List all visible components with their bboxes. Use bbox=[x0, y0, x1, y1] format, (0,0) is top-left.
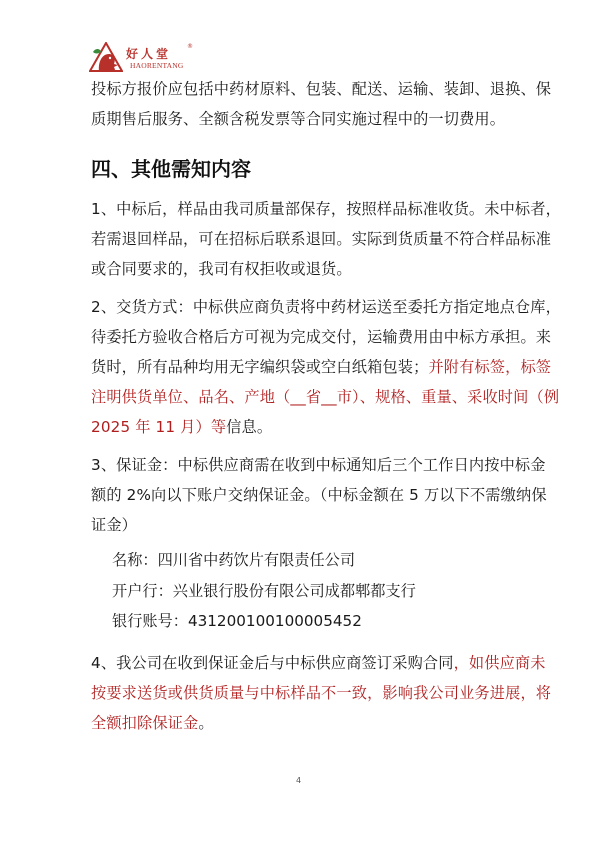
text-line bbox=[91, 352, 552, 382]
text-segment: 货时，所有品种均用无字编织袋或空白纸箱包装； bbox=[91, 358, 429, 376]
text-line: 待委托方验收合格后方可视为完成交付，运输费用由中标方承担。来 bbox=[91, 328, 552, 346]
text-segment: 4、我公司在收到保证金后与中标供应商签订采购合同 bbox=[91, 654, 454, 672]
text-line: 或合同要求的，我司有权拒收或退货。 bbox=[91, 260, 352, 278]
account-name: 名称：四川省中药饮片有限责任公司 bbox=[112, 551, 355, 569]
company-logo bbox=[89, 42, 199, 72]
text-segment: 信息。 bbox=[226, 418, 273, 436]
text-line bbox=[91, 412, 531, 442]
highlighted-text: 并附有标签，标签 bbox=[428, 358, 552, 376]
text-line: 2、交货方式：中标供应商负责将中药材运送至委托方指定地点仓库， bbox=[91, 298, 561, 316]
text-line: 质期售后服务、全额含税发票等合同实施过程中的一切费用。 bbox=[91, 110, 506, 128]
highlighted-text: 全额扣除保证金 bbox=[91, 714, 199, 732]
text-line: 若需退回样品，可在招标后联系退回。实际到货质量不符合样品标准 bbox=[91, 230, 552, 248]
text-line: 投标方报价应包括中药材原料、包装、配送、运输、装卸、退换、保 bbox=[91, 80, 552, 98]
section-heading: 四、其他需知内容 bbox=[91, 157, 251, 181]
text-line bbox=[91, 648, 546, 678]
text-line: 3、保证金：中标供应商需在收到中标通知后三个工作日内按中标金 bbox=[91, 456, 546, 474]
logo-bird-icon bbox=[89, 42, 123, 72]
item-2-paragraph bbox=[91, 292, 561, 442]
highlighted-text: 2025 年 11 月）等 bbox=[91, 418, 227, 436]
text-line: 1、中标后，样品由我司质量部保存，按照样品标准收货。未中标者， bbox=[91, 200, 561, 218]
intro-paragraph bbox=[91, 74, 552, 134]
text-line: 证金） bbox=[91, 516, 138, 534]
text-line: 额的 2%向以下账户交纳保证金。（中标金额在 5 万以下不需缴纳保 bbox=[91, 486, 547, 504]
account-number: 银行账号：431200100100005452 bbox=[112, 612, 362, 630]
item-3-paragraph bbox=[91, 450, 547, 540]
highlighted-text: ，如供应商未 bbox=[453, 654, 546, 672]
text-line bbox=[91, 708, 531, 738]
text-segment: 。 bbox=[198, 714, 214, 732]
highlighted-text: 注明供货单位、品名、产地（__省__市）、规格、重量、采收时间（例 bbox=[91, 388, 560, 406]
page-number: 4 bbox=[296, 776, 302, 785]
account-bank: 开户行：兴业银行股份有限公司成都郫都支行 bbox=[112, 582, 416, 600]
item-4-paragraph bbox=[91, 648, 552, 738]
logo-chinese-name: 好人堂 bbox=[126, 47, 172, 61]
logo-english-name: HAORENTANG bbox=[130, 61, 184, 70]
registered-mark: ® bbox=[187, 43, 193, 50]
highlighted-text: 按要求送货或供货质量与中标样品不一致，影响我公司业务进展，将 bbox=[91, 684, 552, 702]
item-1-paragraph bbox=[91, 194, 561, 284]
